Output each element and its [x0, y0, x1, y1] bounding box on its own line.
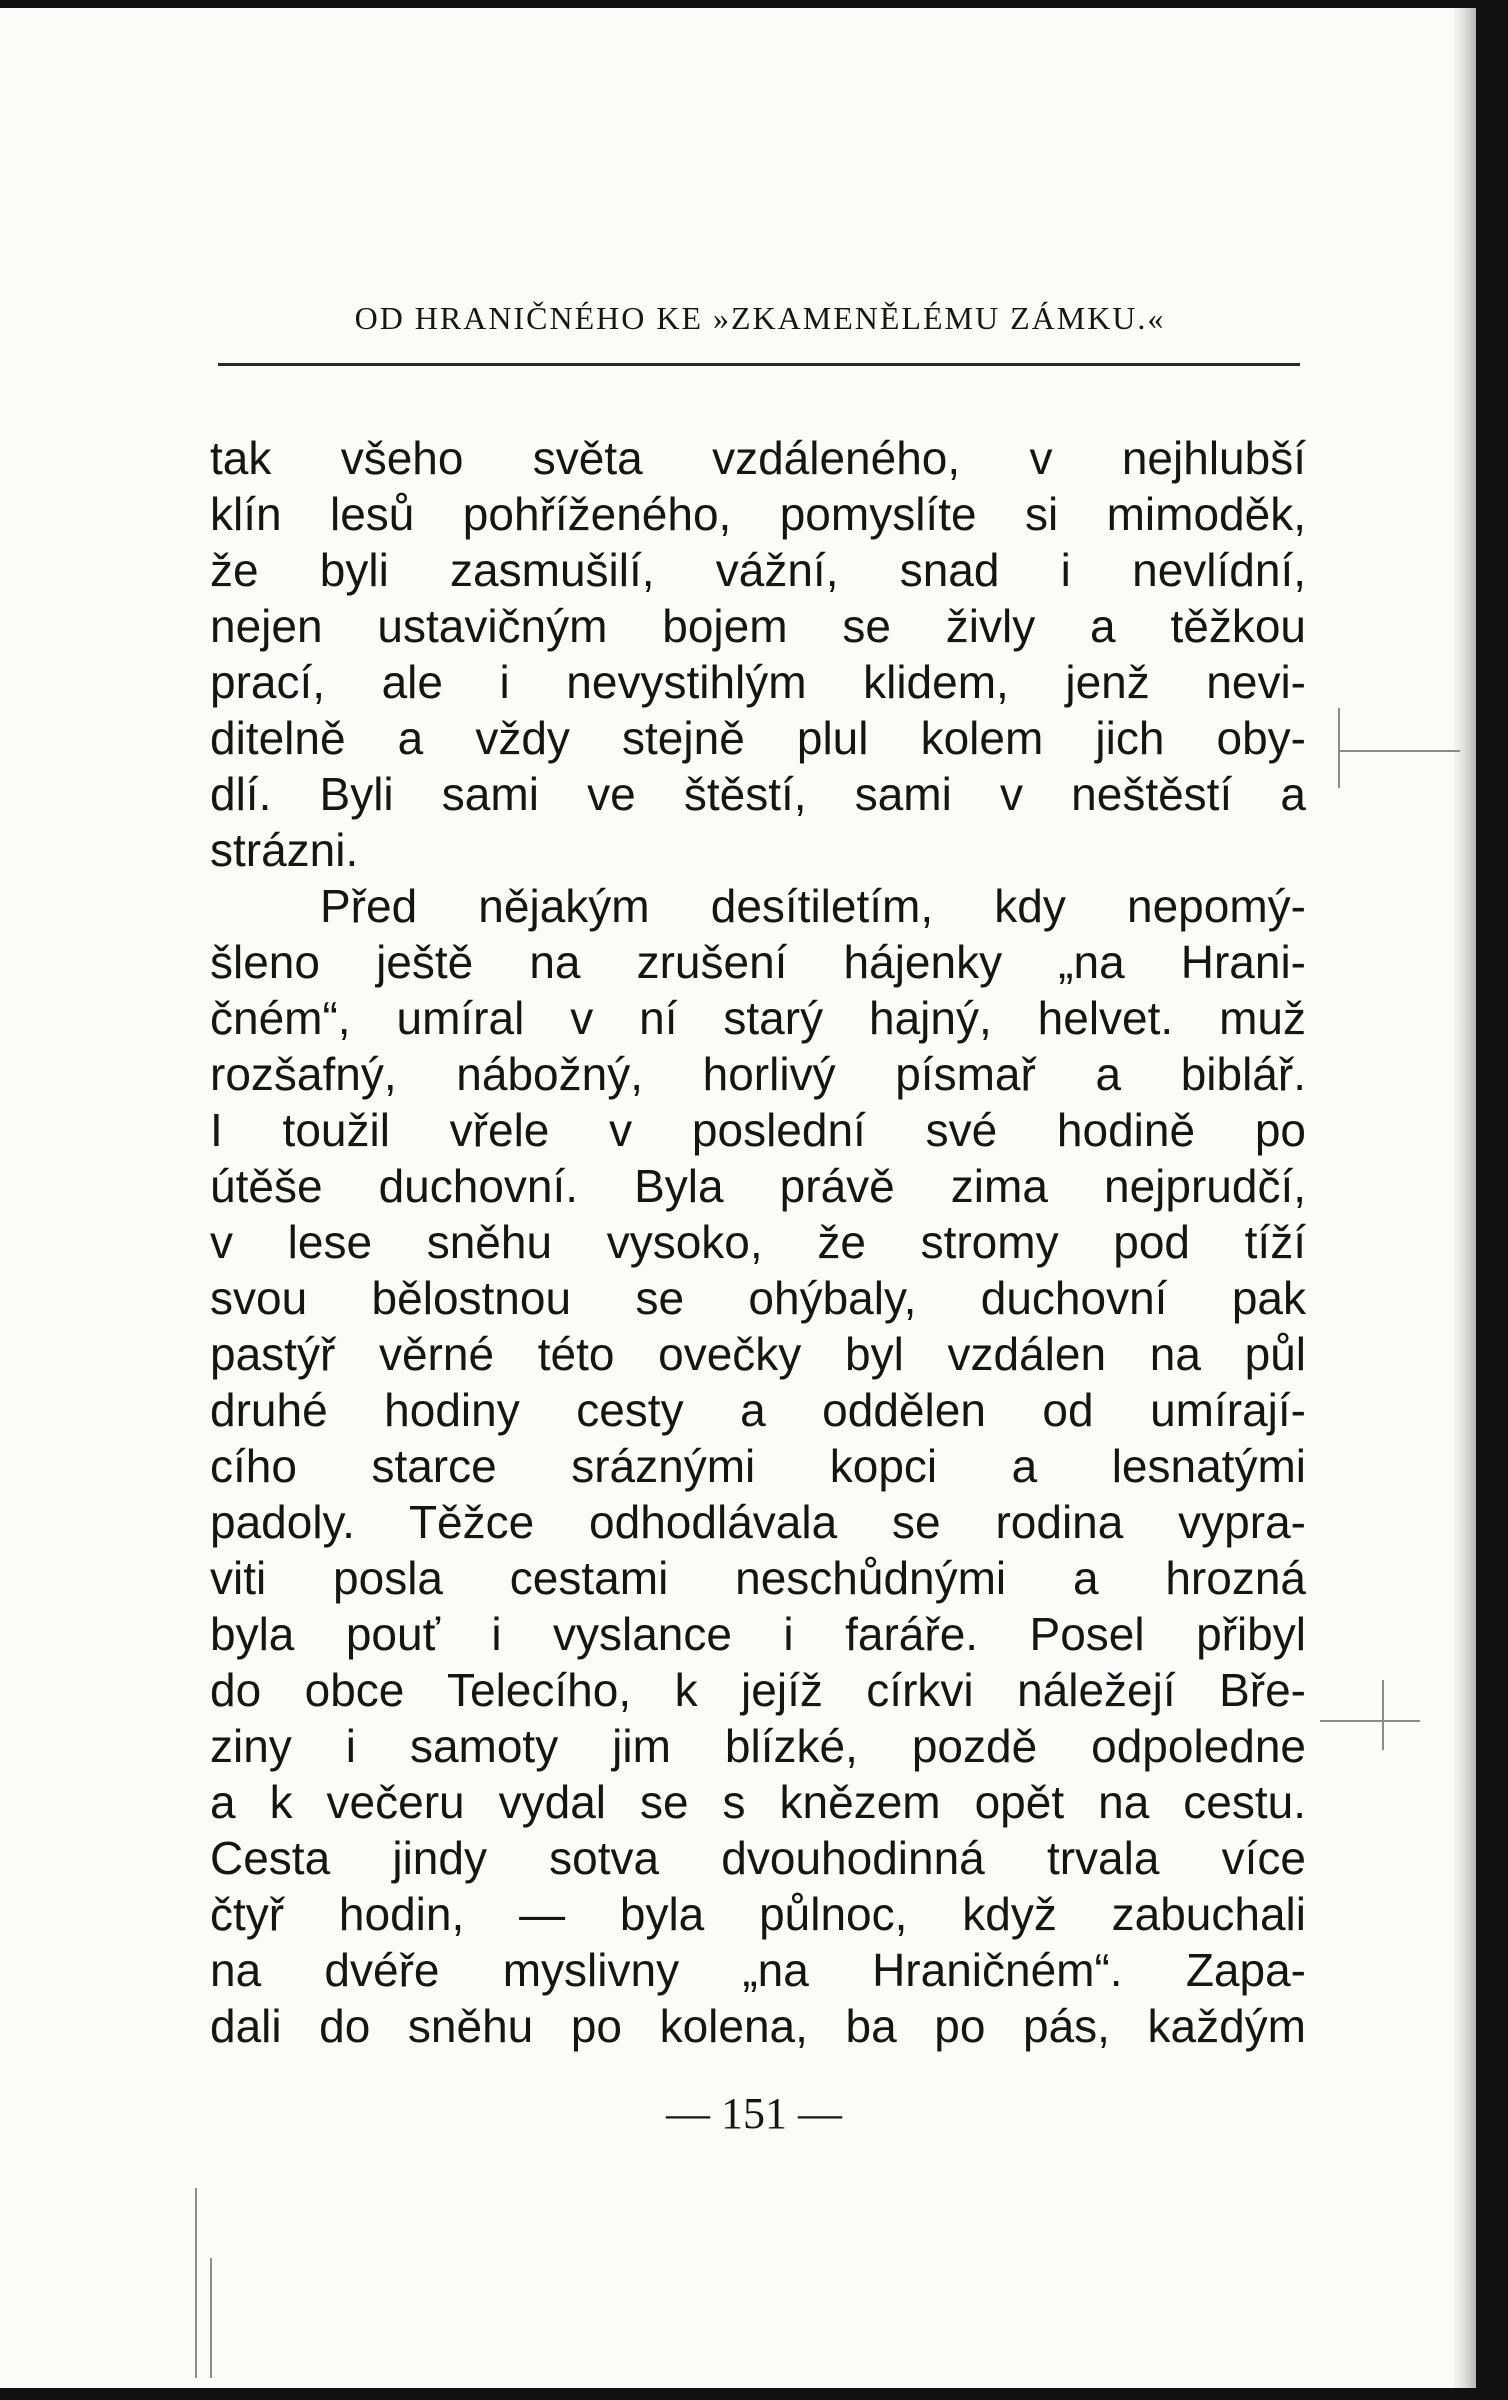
header-rule: [218, 363, 1300, 366]
text-line: nejen ustavičným bojem se živly a těžkou: [210, 600, 1306, 652]
text-line: čtyř hodin, — byla půlnoc, když zabuchali: [210, 1888, 1306, 1940]
margin-pencil-mark: [1338, 708, 1340, 788]
margin-pencil-mark: [1382, 1680, 1384, 1750]
text-line: ziny i samoty jim blízké, pozdě odpoledne: [210, 1720, 1306, 1772]
text-line: a k večeru vydal se s knězem opět na cestu.: [210, 1776, 1306, 1828]
text-line: rozšafný, nábožný, horlivý písmař a biblář.: [210, 1048, 1306, 1100]
text-line: padoly. Těžce odhodlávala se rodina vypra-: [210, 1496, 1306, 1548]
margin-pencil-mark: [1320, 1720, 1420, 1722]
text-line: dali do sněhu po kolena, ba po pás, každým: [210, 2000, 1306, 2052]
page-number: — 151 —: [666, 2089, 842, 2138]
running-head: OD HRANIČNÉHO KE »ZKAMENĚLÉMU ZÁMKU.«: [354, 300, 1166, 336]
body-text: [210, 430, 1306, 2054]
text-line: viti posla cestami neschůdnými a hrozná: [210, 1552, 1306, 1604]
book-page: [0, 8, 1476, 2388]
text-line: Před nějakým desítiletím, kdy nepomý-: [320, 880, 1306, 932]
text-line: cího starce sráznými kopci a lesnatými: [210, 1440, 1306, 1492]
margin-pencil-mark: [210, 2258, 212, 2378]
text-line: čném“, umíral v ní starý hajný, helvet. muž: [210, 992, 1306, 1044]
text-line: druhé hodiny cesty a oddělen od umírají-: [210, 1384, 1306, 1436]
text-line: Cesta jindy sotva dvouhodinná trvala více: [210, 1832, 1306, 1884]
text-line: ditelně a vždy stejně plul kolem jich oby-: [210, 712, 1306, 764]
text-line: pastýř věrné této ovečky byl vzdálen na půl: [210, 1328, 1306, 1380]
text-line: I toužil vřele v poslední své hodině po: [210, 1104, 1306, 1156]
text-line: strázni.: [210, 824, 359, 876]
text-line: na dvéře myslivny „na Hraničném“. Zapa-: [210, 1944, 1306, 1996]
text-line: klín lesů pohříženého, pomyslíte si mimoděk,: [210, 488, 1306, 540]
spine-shadow: [1452, 8, 1476, 2388]
margin-pencil-mark: [1340, 750, 1460, 752]
margin-pencil-mark: [195, 2188, 197, 2378]
text-line: prací, ale i nevystihlým klidem, jenž nevi-: [210, 656, 1306, 708]
text-line: byla pouť i vyslance i faráře. Posel přibyl: [210, 1608, 1306, 1660]
text-line: že byli zasmušilí, vážní, snad i nevlídní,: [210, 544, 1306, 596]
text-line: šleno ještě na zrušení hájenky „na Hrani-: [210, 936, 1306, 988]
text-line: v lese sněhu vysoko, že stromy pod tíží: [210, 1216, 1306, 1268]
text-line: svou bělostnou se ohýbaly, duchovní pak: [210, 1272, 1306, 1324]
text-line: dlí. Byli sami ve štěstí, sami v neštěstí a: [210, 768, 1306, 820]
text-line: tak všeho světa vzdáleného, v nejhlubší: [210, 432, 1306, 484]
text-line: do obce Telecího, k jejíž církvi náležejí Bře-: [210, 1664, 1306, 1716]
text-line: útěše duchovní. Byla právě zima nejprudčí,: [210, 1160, 1306, 1212]
